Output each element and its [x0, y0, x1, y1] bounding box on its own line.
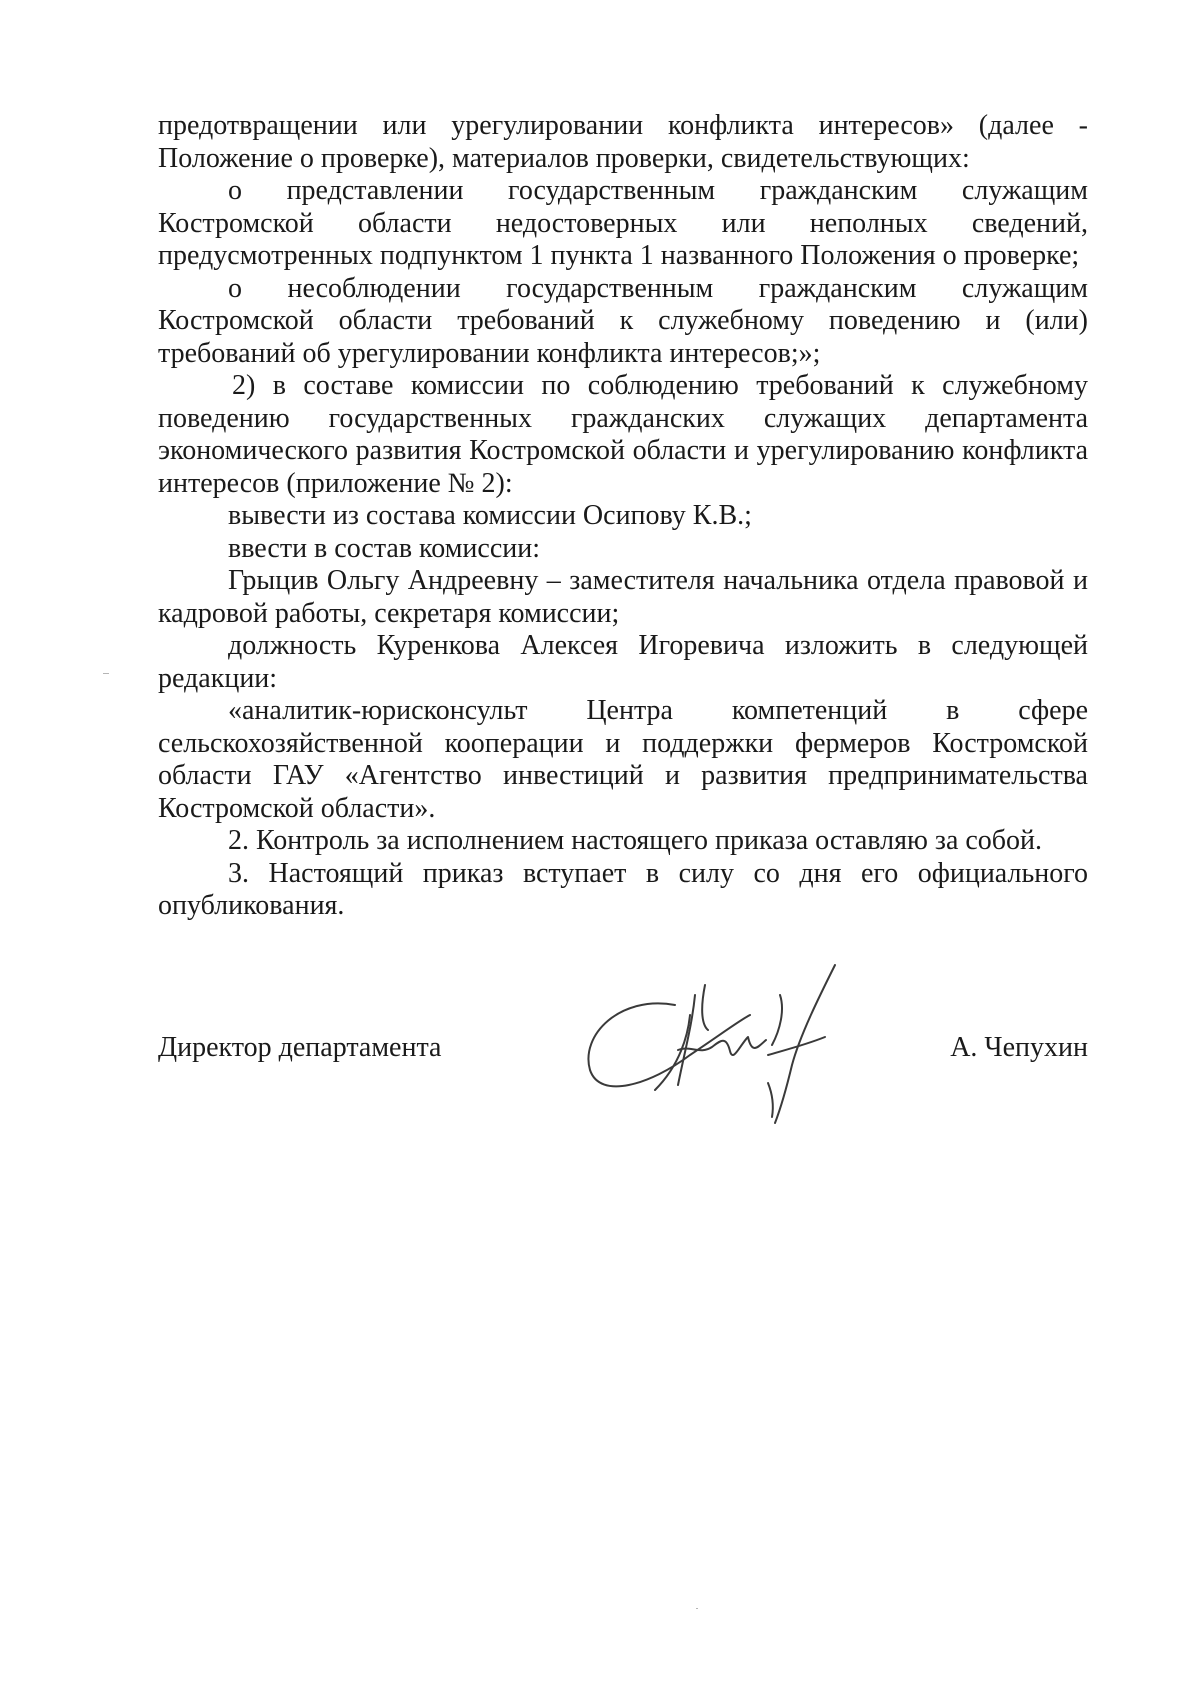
scan-mark [103, 673, 109, 674]
paragraph-new-position: «аналитик-юрисконсульт Центра компетенций в сфере сельскохозяйственной кооперации и поддержки фермеров Костромской области ГАУ «Агентство инвестиций и развития предпринимательства Костромской области». [158, 695, 1088, 824]
paragraph-position-change: должность Куренкова Алексея Игоревича изложить в следующей редакции: [158, 630, 1088, 694]
paragraph-new-member: Грыцив Ольгу Андреевну – заместителя начальника отдела правовой и кадровой работы, секретаря комиссии; [158, 565, 1088, 629]
signer-position: Директор департамента [158, 1032, 442, 1063]
paragraph-non-compliance: о несоблюдении государственным гражданским служащим Костромской области требований к служебному поведению и (или) требований об урегулировании конфликта интересов;»; [158, 272, 1088, 369]
signer-name: А. Чепухин [950, 1032, 1088, 1063]
paragraph-remove-member: вывести из состава комиссии Осипову К.В.; [228, 500, 752, 531]
paragraph-false-info: о представлении государственным гражданским служащим Костромской области недостоверных или неполных сведений, предусмотренных подпунктом 1 пункта 1 названного Положения о проверке; [158, 175, 1088, 271]
paragraph-add-member-intro: ввести в состав комиссии: [228, 532, 541, 564]
paragraph-commission-changes: 2) в составе комиссии по соблюдению требований к служебному поведению государственных гражданских служащих департамента экономического развития Костромской области и урегулированию конфликта интересов (приложение № 2): [158, 370, 1088, 499]
scan-mark [696, 1608, 698, 1609]
paragraph-control: 2. Контроль за исполнением настоящего приказа оставляю за собой. [228, 825, 1043, 856]
paragraph-continuation: предотвращении или урегулировании конфликта интересов» (далее - Положение о проверке), материалов проверки, свидетельствующих: [158, 110, 1088, 174]
handwritten-signature-icon [580, 955, 860, 1125]
document-body [158, 110, 1088, 923]
paragraph-effective-date: 3. Настоящий приказ вступает в силу со дня его официального опубликования. [158, 857, 1088, 921]
